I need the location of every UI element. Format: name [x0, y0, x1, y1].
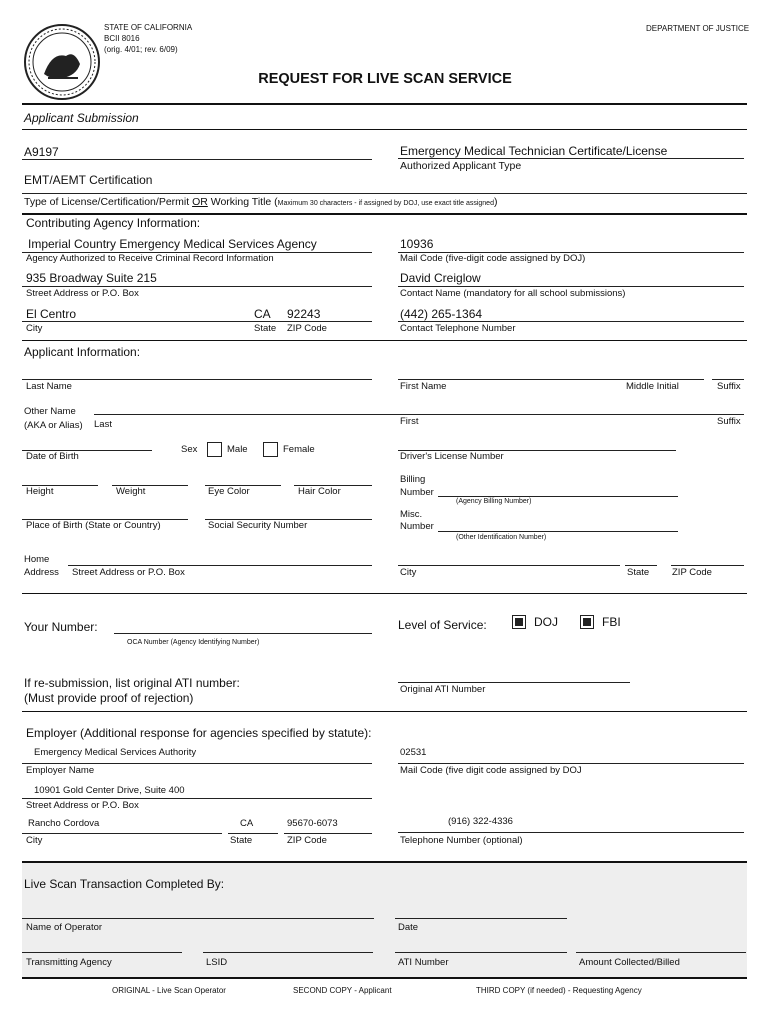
amount-line[interactable] — [576, 952, 746, 953]
lsid-line[interactable] — [203, 952, 373, 953]
weight-label: Weight — [116, 486, 146, 497]
lsid-label: LSID — [206, 957, 228, 968]
middle-initial-label: Middle Initial — [626, 381, 679, 392]
agency-label: Agency Authorized to Receive Criminal Record Information — [26, 253, 274, 264]
female-label: Female — [283, 444, 315, 455]
employer-name-label: Employer Name — [26, 765, 95, 776]
home-zip-line[interactable] — [671, 565, 744, 566]
home-city-label: City — [400, 567, 417, 578]
seal-icon — [22, 22, 102, 102]
doj-label: DOJ — [534, 615, 558, 629]
employer-name-value[interactable]: Emergency Medical Services Authority — [34, 747, 197, 758]
suffix-label: Suffix — [717, 381, 741, 392]
amount-label: Amount Collected/Billed — [579, 957, 680, 968]
male-checkbox[interactable] — [207, 442, 222, 457]
employer-mail-code-label: Mail Code (five digit code assigned by DOJ — [400, 765, 582, 776]
doj-seal — [22, 22, 102, 102]
billing-number-line[interactable] — [438, 496, 678, 497]
other-name-line[interactable] — [94, 414, 744, 415]
resubmission-line1: If re-submission, list original ATI number: — [24, 676, 240, 690]
license-label-c: ) — [493, 196, 498, 208]
agency-value[interactable]: Imperial Country Emergency Medical Services Agency — [28, 237, 317, 251]
mail-code-label: Mail Code (five-digit code assigned by DOJ) — [400, 253, 586, 264]
transmitting-agency-line[interactable] — [22, 952, 182, 953]
employer-zip-label: ZIP Code — [287, 835, 327, 846]
contributing-heading: Contributing Agency Information: — [26, 216, 201, 230]
employer-phone-value[interactable]: (916) 322-4336 — [448, 816, 513, 827]
employer-zip-value[interactable]: 95670-6073 — [287, 818, 338, 829]
home-street-label: Street Address or P.O. Box — [72, 567, 185, 578]
billing-label-a: Billing — [400, 474, 426, 485]
sex-label: Sex — [181, 444, 198, 455]
misc-note: (Other Identification Number) — [456, 534, 547, 541]
original-ati-label: Original ATI Number — [400, 684, 486, 695]
ati-number-line[interactable] — [395, 952, 567, 953]
employer-phone-label: Telephone Number (optional) — [400, 835, 523, 846]
form-revision: (orig. 4/01; rev. 6/09) — [104, 45, 178, 54]
license-label — [24, 196, 497, 208]
employer-state-label: State — [230, 835, 253, 846]
home-state-line[interactable] — [625, 565, 657, 566]
level-of-service-label: Level of Service: — [398, 618, 487, 632]
license-label-or: OR — [192, 196, 208, 208]
transmitting-agency-label: Transmitting Agency — [26, 957, 112, 968]
aka-label: (AKA or Alias) — [24, 420, 83, 431]
footer-original: ORIGINAL - Live Scan Operator — [112, 986, 226, 995]
ori-value[interactable]: A9197 — [24, 145, 59, 159]
license-label-b: Working Title ( — [207, 196, 278, 208]
oca-note: OCA Number (Agency Identifying Number) — [127, 639, 260, 646]
date-line[interactable] — [395, 918, 567, 919]
footer-second: SECOND COPY - Applicant — [293, 986, 392, 995]
contact-label: Contact Name (mandatory for all school submissions) — [400, 288, 626, 299]
operator-line[interactable] — [22, 918, 374, 919]
employer-mail-code-value[interactable]: 02531 — [400, 747, 427, 758]
operator-label: Name of Operator — [26, 922, 103, 933]
license-value[interactable]: EMT/AEMT Certification — [24, 173, 153, 187]
billing-label-b: Number — [400, 487, 434, 498]
other-name-label: Other Name — [24, 406, 76, 417]
doj-checkbox[interactable] — [512, 615, 526, 629]
resubmission-line2: (Must provide proof of rejection) — [24, 691, 194, 705]
form-number: BCII 8016 — [104, 34, 140, 43]
applicant-submission-heading: Applicant Submission — [24, 111, 139, 125]
dob-label: Date of Birth — [26, 451, 79, 462]
contact-value[interactable]: David Creiglow — [400, 271, 481, 285]
home-street-line[interactable] — [68, 565, 372, 566]
other-suffix-label: Suffix — [717, 416, 741, 427]
live-scan-heading: Live Scan Transaction Completed By: — [24, 877, 225, 891]
department-label: DEPARTMENT OF JUSTICE — [646, 24, 750, 33]
eye-color-label: Eye Color — [208, 486, 250, 497]
male-label: Male — [227, 444, 248, 455]
ssn-label: Social Security Number — [208, 520, 308, 531]
employer-street-value[interactable]: 10901 Gold Center Drive, Suite 400 — [34, 785, 185, 796]
street-label: Street Address or P.O. Box — [26, 288, 139, 299]
suffix-line[interactable] — [712, 379, 744, 380]
other-first-label: First — [400, 416, 419, 427]
your-number-line[interactable] — [114, 633, 372, 634]
license-note: Maximum 30 characters - if assigned by DOJ, use exact title assigned — [277, 200, 494, 207]
home-label-a: Home — [24, 554, 50, 565]
employer-state-value[interactable]: CA — [240, 818, 254, 829]
first-name-line[interactable] — [398, 379, 704, 380]
home-zip-label: ZIP Code — [672, 567, 712, 578]
state-label: State — [254, 323, 277, 334]
misc-label-a: Misc. — [400, 509, 423, 520]
phone-label: Contact Telephone Number — [400, 323, 516, 334]
zip-value[interactable]: 92243 — [287, 307, 321, 321]
license-label-a: Type of License/Certification/Permit — [24, 196, 193, 208]
fbi-label: FBI — [602, 615, 621, 629]
drivers-license-label: Driver's License Number — [400, 451, 504, 462]
home-label-b: Address — [24, 567, 59, 578]
last-name-label: Last Name — [26, 381, 72, 392]
original-ati-line[interactable] — [398, 682, 630, 683]
female-checkbox[interactable] — [263, 442, 278, 457]
fbi-checkbox[interactable] — [580, 615, 594, 629]
misc-number-line[interactable] — [438, 531, 678, 532]
employer-heading: Employer (Additional response for agencies specified by statute): — [26, 726, 372, 740]
pob-label: Place of Birth (State or Country) — [26, 520, 161, 531]
city-label: City — [26, 323, 43, 334]
date-label: Date — [398, 922, 419, 933]
employer-city-value[interactable]: Rancho Cordova — [28, 818, 100, 829]
mail-code-value[interactable]: 10936 — [400, 237, 434, 251]
phone-value[interactable]: (442) 265-1364 — [400, 307, 483, 321]
home-city-line[interactable] — [398, 565, 620, 566]
state-label: STATE OF CALIFORNIA — [104, 23, 193, 32]
city-value[interactable]: El Centro — [26, 307, 77, 321]
applicant-type-value[interactable]: Emergency Medical Technician Certificate/License — [400, 144, 668, 158]
height-label: Height — [26, 486, 54, 497]
applicant-type-label: Authorized Applicant Type — [400, 160, 522, 172]
zip-label: ZIP Code — [287, 323, 327, 334]
page-title: REQUEST FOR LIVE SCAN SERVICE — [258, 71, 512, 87]
state-value[interactable]: CA — [254, 307, 271, 321]
home-state-label: State — [627, 567, 650, 578]
misc-label-b: Number — [400, 521, 434, 532]
footer-third: THIRD COPY (if needed) - Requesting Agency — [476, 986, 642, 995]
street-value[interactable]: 935 Broadway Suite 215 — [26, 271, 157, 285]
hair-color-label: Hair Color — [298, 486, 341, 497]
ati-number-label: ATI Number — [398, 957, 449, 968]
billing-note: (Agency Billing Number) — [456, 498, 532, 505]
first-name-label: First Name — [400, 381, 447, 392]
other-last-label: Last — [94, 419, 112, 430]
employer-street-label: Street Address or P.O. Box — [26, 800, 139, 811]
employer-city-label: City — [26, 835, 43, 846]
applicant-info-heading: Applicant Information: — [24, 345, 141, 359]
your-number-label: Your Number: — [24, 620, 98, 634]
last-name-line[interactable] — [22, 379, 372, 380]
